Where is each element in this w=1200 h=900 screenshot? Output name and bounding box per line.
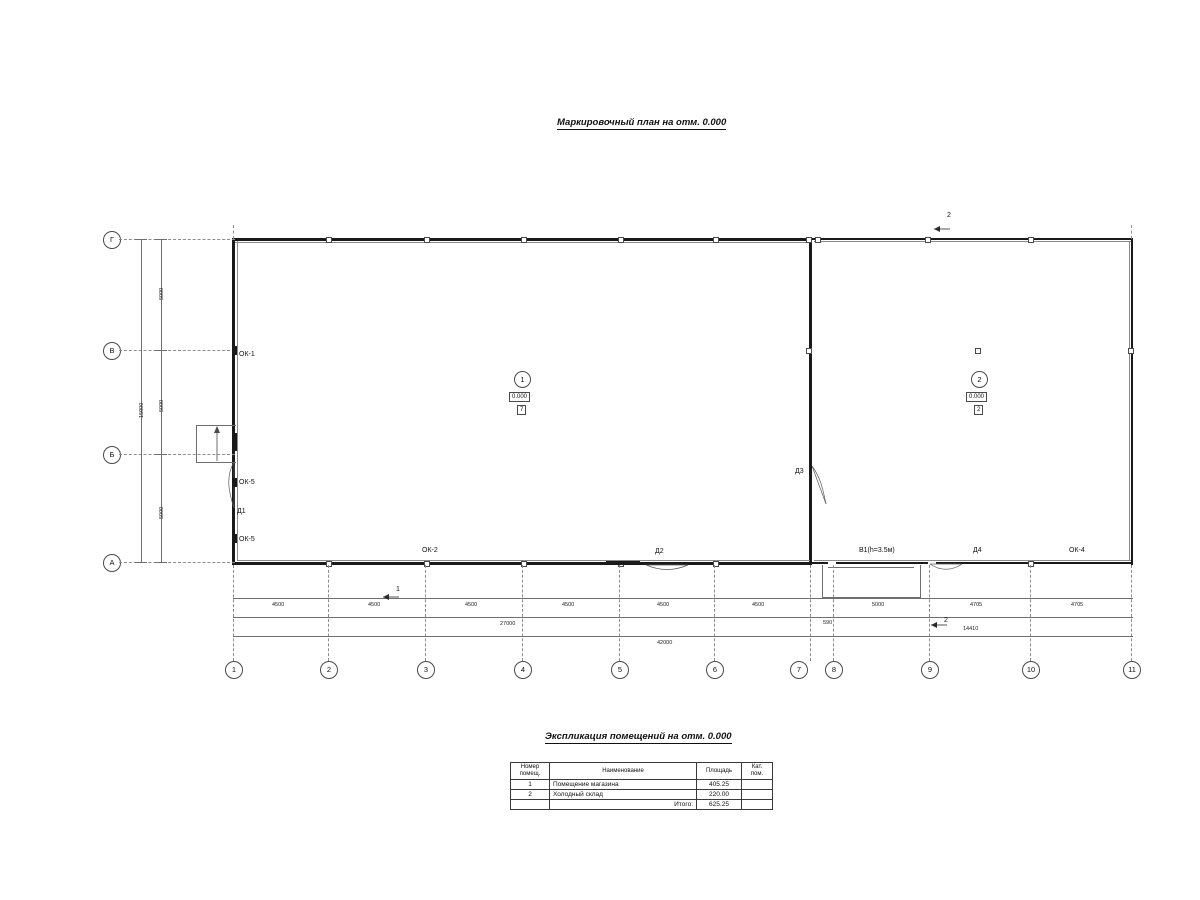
label-d1: Д1 xyxy=(237,508,246,515)
grid-line-5 xyxy=(619,565,620,661)
axis-bubble-3: 3 xyxy=(417,661,435,679)
cell-name: Холодный склад xyxy=(550,790,697,800)
label-ok5-lower: ОК-5 xyxy=(239,536,255,543)
label-d3: Д3 xyxy=(795,468,804,475)
table-header-row xyxy=(511,763,773,780)
wall-middle xyxy=(809,238,812,565)
window-ok5-mark-lower xyxy=(232,534,237,543)
label-ok4: ОК-4 xyxy=(1069,547,1085,554)
axis-bubble-1: 1 xyxy=(225,661,243,679)
wall-bottom-right-a xyxy=(812,562,828,564)
axis-bubble-5: 5 xyxy=(611,661,629,679)
dim-h-1: 4500 xyxy=(272,602,285,608)
grid-line-9 xyxy=(929,565,930,661)
room-number-1: 1 xyxy=(514,371,531,388)
dim-h-2: 4500 xyxy=(368,602,381,608)
table-row xyxy=(511,780,773,790)
total-category xyxy=(742,800,773,810)
dim-chain-h1 xyxy=(233,598,1133,599)
axis-bubble-6: 6 xyxy=(706,661,724,679)
grid-line-10 xyxy=(1030,565,1031,661)
panel-tick xyxy=(925,237,931,243)
dim-tick xyxy=(155,562,167,563)
cell-category xyxy=(742,790,773,800)
gate-ramp-right xyxy=(920,565,921,598)
wall-bottom-right-b xyxy=(836,562,928,564)
axis-line-b xyxy=(119,454,235,455)
table-title: Экспликация помещений на отм. 0.000 xyxy=(545,731,732,742)
grid-line-4 xyxy=(522,565,523,661)
dim-tick xyxy=(135,239,147,240)
axis-bubble-8: 8 xyxy=(825,661,843,679)
table-total-row xyxy=(511,800,773,810)
room-level-1: 0.000 xyxy=(509,392,530,402)
wall-inner-bottom-right xyxy=(814,560,1131,561)
cell-area: 405.25 xyxy=(697,780,742,790)
label-v1: В1(h=3.5м) xyxy=(859,547,895,554)
label-ok1: ОК-1 xyxy=(239,351,255,358)
axis-bubble-2: 2 xyxy=(320,661,338,679)
cell-category xyxy=(742,780,773,790)
th-number-line2: помещ. xyxy=(519,771,541,777)
exp-table xyxy=(510,762,773,810)
section-cut-mark-2a-arrow xyxy=(932,222,954,236)
cell-number: 2 xyxy=(511,790,550,800)
th-name: Наименование xyxy=(550,763,697,780)
porch-left xyxy=(196,425,197,462)
dim-tick xyxy=(135,562,147,563)
dim-h-5: 4500 xyxy=(657,602,670,608)
panel-tick xyxy=(806,237,812,243)
grid-line-8 xyxy=(833,565,834,661)
grid-line-7 xyxy=(810,565,811,661)
dim-chain-h2 xyxy=(233,617,1133,618)
label-ok2: ОК-2 xyxy=(422,547,438,554)
grid-line-11 xyxy=(1131,565,1132,661)
window-ok5-mark-upper xyxy=(232,478,237,487)
grid-line-top-1 xyxy=(233,225,234,239)
dim-v-total: 15000 xyxy=(139,402,145,418)
door-swing-d4 xyxy=(930,562,964,580)
total-label: Итого: xyxy=(550,800,697,810)
axis-bubble-v: В xyxy=(103,342,121,360)
panel-tick xyxy=(1128,348,1134,354)
wall-right xyxy=(1131,238,1133,565)
th-number-line1: Номер xyxy=(520,764,540,770)
table-row xyxy=(511,790,773,800)
grid-line-1 xyxy=(233,565,234,661)
axis-bubble-4: 4 xyxy=(514,661,532,679)
panel-tick xyxy=(713,237,719,243)
page-title: Маркировочный план на отм. 0.000 xyxy=(557,117,727,128)
dim-h-7: 5000 xyxy=(872,602,885,608)
dim-h-total-42000: 42000 xyxy=(657,640,673,646)
cell-number: 1 xyxy=(511,780,550,790)
door-leaf-d1 xyxy=(232,433,237,451)
axis-bubble-a: А xyxy=(103,554,121,572)
grid-line-top-11 xyxy=(1131,225,1132,239)
room-category-2: 2 xyxy=(974,405,983,415)
panel-tick xyxy=(521,237,527,243)
dim-h-total-27000: 27000 xyxy=(500,621,516,627)
door-leaf-d2 xyxy=(606,561,640,565)
cell-area: 220.00 xyxy=(697,790,742,800)
panel-tick xyxy=(1028,237,1034,243)
th-category-line1: Кат. xyxy=(751,764,763,770)
dim-chain-v-outer xyxy=(141,239,142,562)
panel-tick xyxy=(806,348,812,354)
door-swing-d2 xyxy=(646,563,690,583)
dim-h-small-14410: 14410 xyxy=(963,626,979,632)
panel-tick xyxy=(326,237,332,243)
wall-inner-right xyxy=(1129,241,1130,561)
gate-ramp-left xyxy=(822,565,823,598)
axis-bubble-10: 10 xyxy=(1022,661,1040,679)
dim-h-4: 4500 xyxy=(562,602,575,608)
dim-tick xyxy=(155,350,167,351)
wall-left xyxy=(232,238,235,565)
room-category-1: 7 xyxy=(517,405,526,415)
axis-bubble-g: Г xyxy=(103,231,121,249)
section-cut-label-1: 1 xyxy=(396,586,400,593)
dim-chain-h3 xyxy=(233,636,1133,637)
dim-h-9: 4705 xyxy=(1071,602,1084,608)
section-cut-label-2b: 2 xyxy=(944,617,948,624)
th-category-line2: пом. xyxy=(750,771,764,777)
room-number-2: 2 xyxy=(971,371,988,388)
porch-direction-arrow xyxy=(205,425,235,463)
grid-line-6 xyxy=(714,565,715,661)
panel-tick xyxy=(815,237,821,243)
th-category xyxy=(742,763,773,780)
axis-bubble-b: Б xyxy=(103,446,121,464)
dim-v-1: 5000 xyxy=(159,287,165,300)
label-ok5-upper: ОК-5 xyxy=(239,479,255,486)
axis-bubble-7: 7 xyxy=(790,661,808,679)
gate-ramp-top xyxy=(828,567,914,568)
dim-h-8: 4705 xyxy=(970,602,983,608)
total-spacer xyxy=(511,800,550,810)
panel-tick xyxy=(424,237,430,243)
dim-v-3: 5000 xyxy=(159,506,165,519)
panel-tick xyxy=(326,561,332,567)
section-cut-label-2a: 2 xyxy=(947,212,951,219)
window-ok1-mark xyxy=(232,346,237,355)
panel-tick xyxy=(1028,561,1034,567)
dim-h-6: 4500 xyxy=(752,602,765,608)
axis-line-v xyxy=(119,350,235,351)
dim-h-small-590: 590 xyxy=(823,620,833,626)
th-number xyxy=(511,763,550,780)
label-d2: Д2 xyxy=(655,548,664,555)
room-level-2: 0.000 xyxy=(966,392,987,402)
dim-h-3: 4500 xyxy=(465,602,478,608)
dim-tick xyxy=(155,454,167,455)
total-area: 625.25 xyxy=(697,800,742,810)
cell-name: Помещение магазина xyxy=(550,780,697,790)
dim-v-2: 5000 xyxy=(159,399,165,412)
wall-top-right xyxy=(812,238,1133,240)
dim-tick xyxy=(155,239,167,240)
grid-line-3 xyxy=(425,565,426,661)
th-area: Площадь xyxy=(697,763,742,780)
grid-line-2 xyxy=(328,565,329,661)
exp-table-wrap xyxy=(510,762,773,810)
wall-inner-top-right xyxy=(814,241,1131,242)
label-d4: Д4 xyxy=(973,547,982,554)
axis-bubble-11: 11 xyxy=(1123,661,1141,679)
panel-tick xyxy=(975,348,981,354)
axis-bubble-9: 9 xyxy=(921,661,939,679)
door-swing-d3 xyxy=(812,466,834,506)
wall-bottom-right-c xyxy=(936,562,1133,564)
panel-tick xyxy=(618,237,624,243)
